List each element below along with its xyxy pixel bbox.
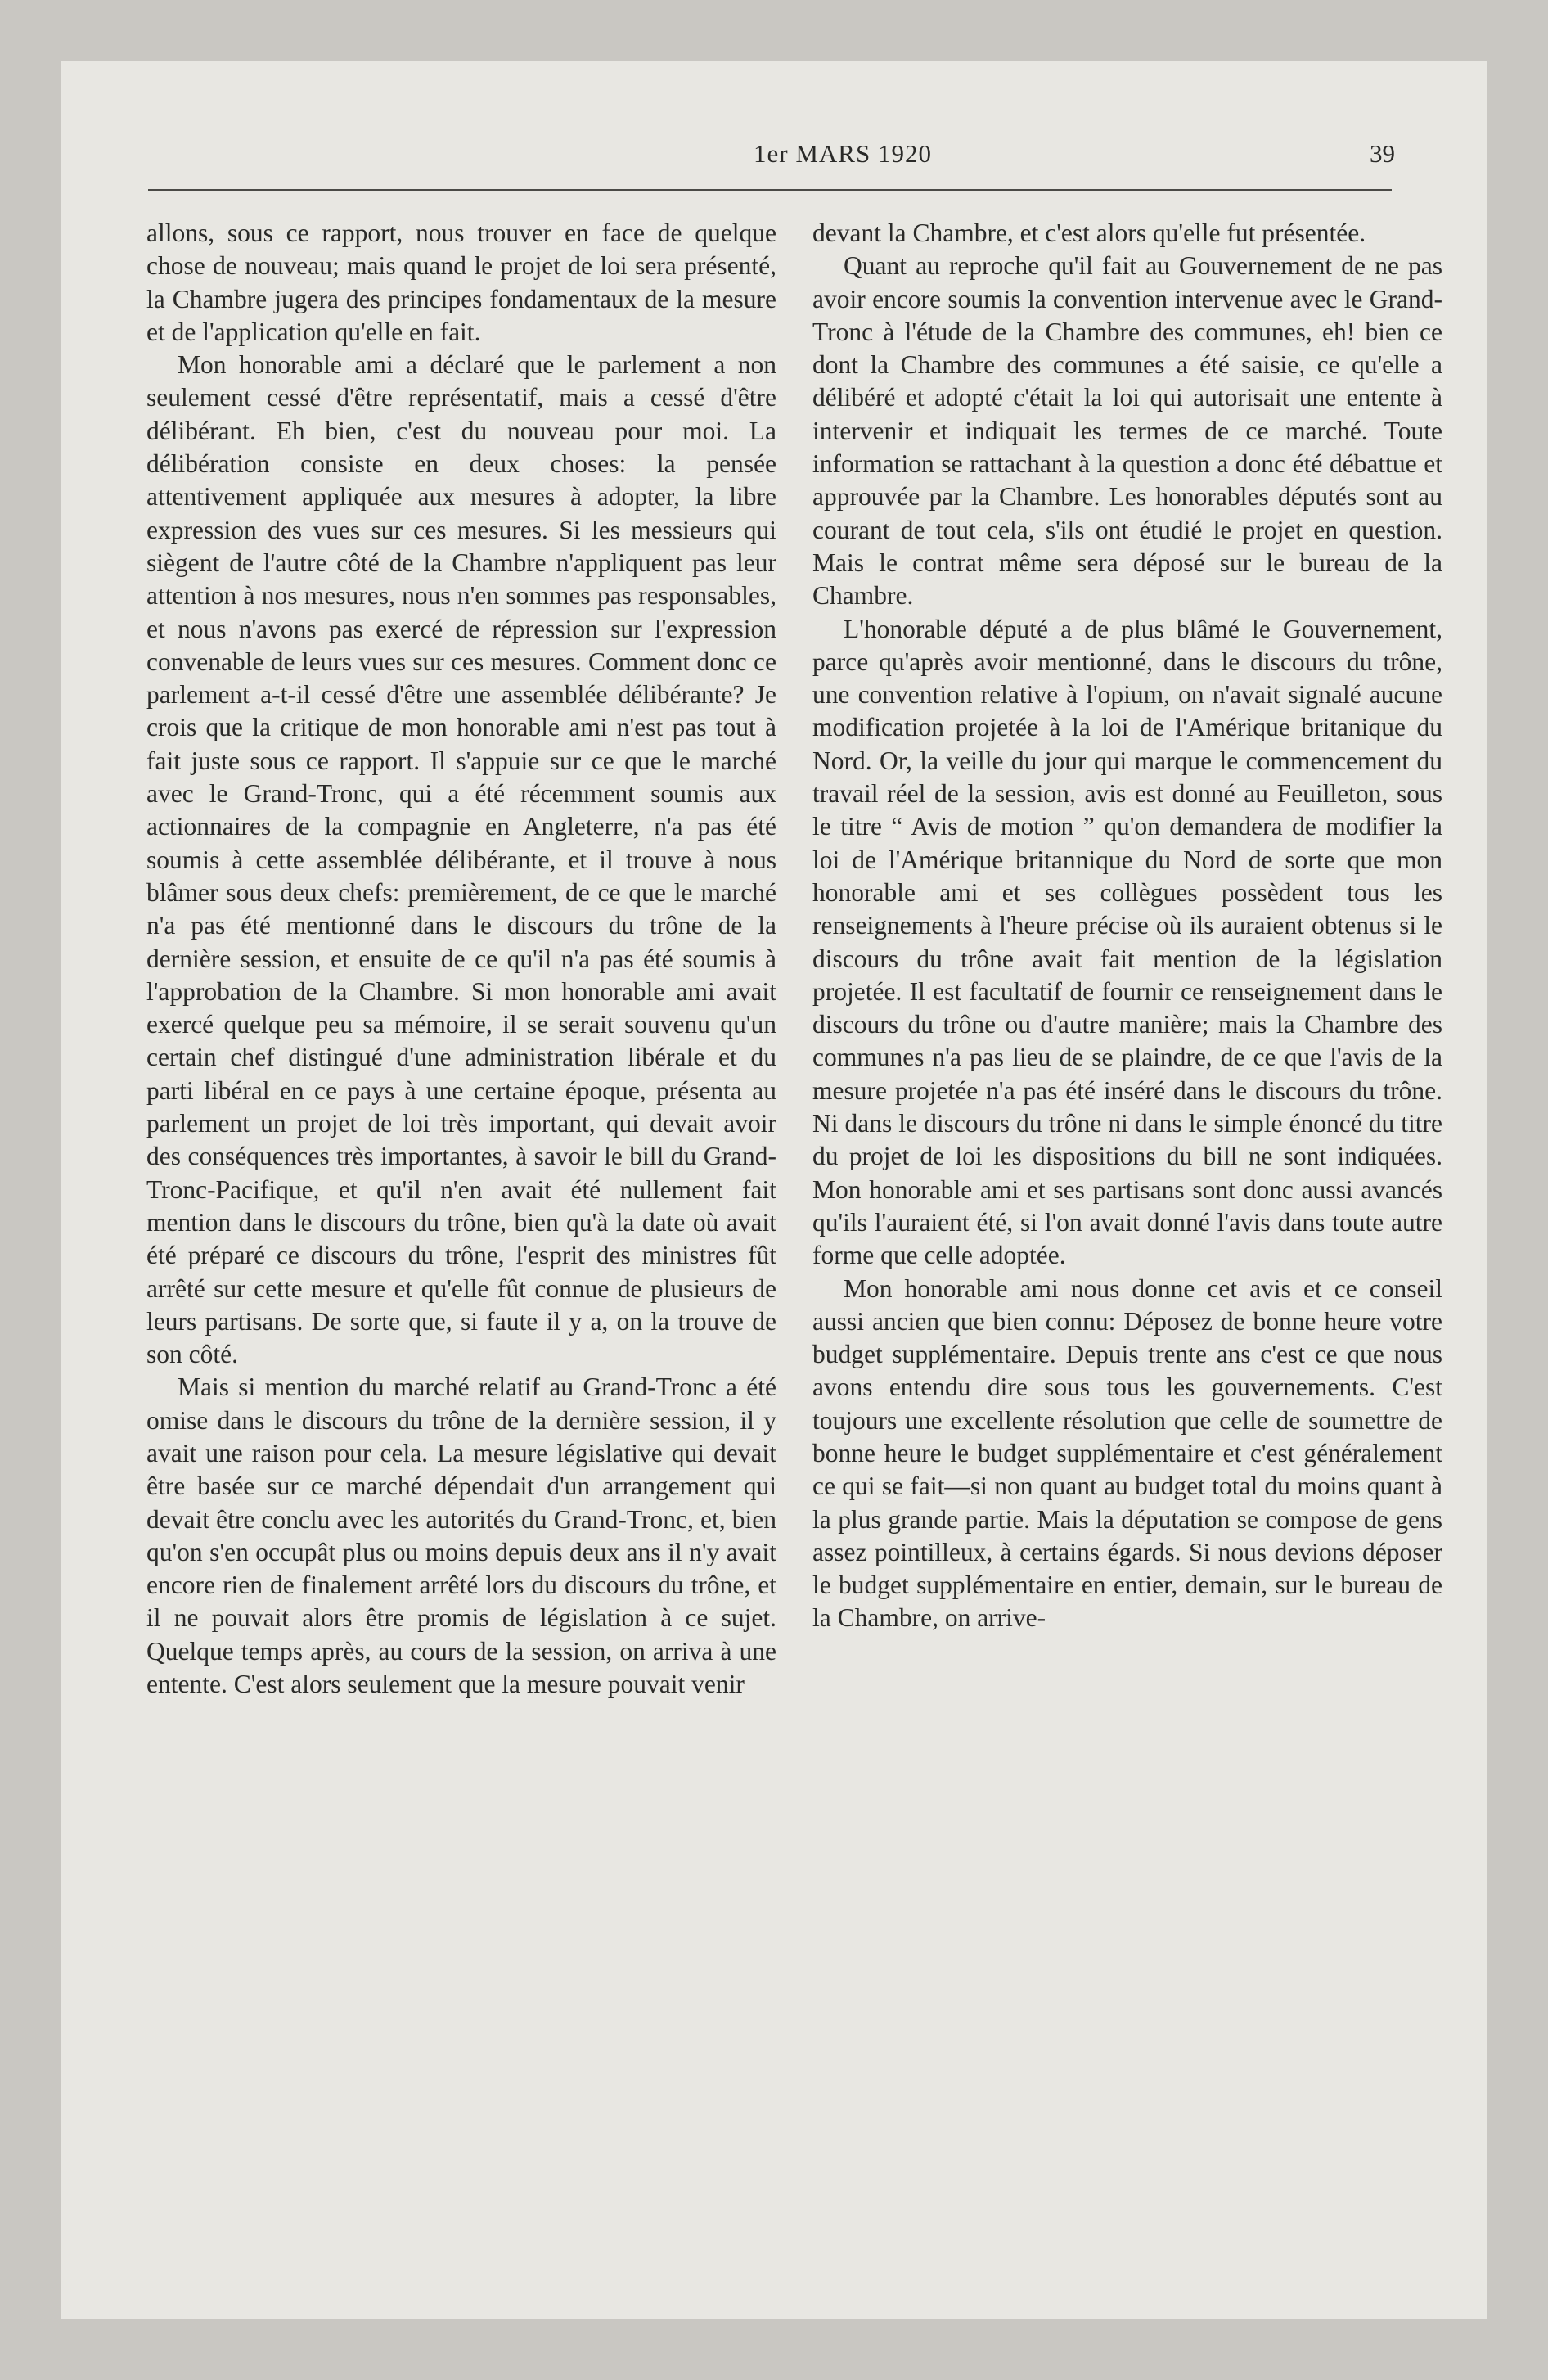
paragraph: Mais si mention du marché relatif au Grand-Tronc a été omise dans le discours du trône de la dernière session, il y avait une raison pour cela. La mesure législative qui devait être basée sur ce marché dépendait d'un arrangement qui devait être conclu avec les autorités du Grand-Tronc, et, bien qu'on s'en occupât plus ou moins depuis deux ans il n'y avait encore rien de finalement arrêté lors du discours du trône, et il ne pouvait alors être promis de législation à ce sujet. Quelque temps après, au cours de la session, on arriva à une entente. C'est alors seulement que la mesure pouvait venir (146, 1373, 776, 1699)
page-header (61, 139, 1487, 188)
paragraph: devant la Chambre, et c'est alors qu'elle fut présentée. (812, 219, 1366, 247)
header-rule (148, 189, 1392, 191)
left-column (146, 217, 776, 1701)
header-date: 1er MARS 1920 (754, 139, 932, 168)
paragraph: allons, sous ce rapport, nous trouver en face de quelque chose de nouveau; mais quand le projet de loi sera présenté, la Chambre jugera des principes fondamentaux de la mesure et de l'application qu'elle en fait. (146, 219, 776, 346)
paragraph: Mon honorable ami nous donne cet avis et ce conseil aussi ancien que bien connu: Déposez de bonne heure votre budget supplémentaire. Depuis trente ans c'est ce que nous avons entendu dire sous tous les gouvernements. C'est toujours une excellente résolution que celle de soumettre de bonne heure le budget supplémentaire et c'est généralement ce qui se fait—si non quant au budget total du moins quant à la plus grande partie. Mais la députation se compose de gens assez pointilleux, à certains égards. Si nous devions déposer le budget supplémentaire en entier, demain, sur le bureau de la Chambre, on arrive- (812, 1273, 1442, 1633)
right-column (812, 217, 1442, 1635)
paragraph: L'honorable député a de plus blâmé le Gouvernement, parce qu'après avoir mentionné, dans le discours du trône, une convention relative à l'opium, on n'avait signalé aucune modification projetée à la loi de l'Amérique britanique du Nord. Or, la veille du jour qui marque le commencement du travail réel de la session, avis est donné au Feuilleton, sous le titre “ Avis de motion ” qu'on demandera de modifier la loi de l'Amérique britannique du Nord de sorte que mon honorable ami et ses collègues possèdent tous les renseignements à l'heure précise où ils auraient obtenus si le discours du trône avait fait mention de la législation projetée. Il est facultatif de fournir ce renseignement dans le discours du trône ou d'autre manière; mais la Chambre des communes n'a pas lieu de se plaindre, de ce que l'avis de la mesure projetée n'a pas été inséré dans le discours du trône. Ni dans le discours du trône ni dans le simple énoncé du titre du projet de loi les dispositions du bill ne sont indiquées. Mon honorable ami et ses partisans sont donc aussi avancés qu'ils l'auraient été, si l'on avait donné l'avis dans toute autre forme que celle adoptée. (812, 614, 1442, 1270)
document-page (61, 61, 1487, 2319)
paragraph: Mon honorable ami a déclaré que le parlement a non seulement cessé d'être représentatif, mais a cessé d'être délibérant. Eh bien, c'est du nouveau pour moi. La délibération consiste en deux choses: la pensée attentivement appliquée aux mesures à adopter, la libre expression des vues sur ces mesures. Si les messieurs qui siègent de l'autre côté de la Chambre n'appliquent pas leur attention à nos mesures, nous n'en sommes pas responsables, et nous n'avons pas exercé de répression sur l'expression convenable de leurs vues sur ces mesures. Comment donc ce parlement a-t-il cessé d'être une assemblée délibérante? Je crois que la critique de mon honorable ami n'est pas tout à fait juste sous ce rapport. Il s'appuie sur ce que le marché avec le Grand-Tronc, qui a été récemment soumis aux actionnaires de la compagnie en Angleterre, n'a pas été soumis à cette assemblée délibérante, et il trouve à nous blâmer sous deux chefs: premièrement, de ce que le marché n'a pas été mentionné dans le discours du trône de la dernière session, et ensuite de ce qu'il n'a pas été soumis à l'approbation de la Chambre. Si mon honorable ami avait exercé quelque peu sa mémoire, il se serait souvenu qu'un certain chef distingué d'une administration libérale et du parti libéral en ce pays à une certaine époque, présenta au parlement un projet de loi très important, qui devait avoir des conséquences très importantes, à savoir le bill du Grand-Tronc-Pacifique, et qu'il n'en avait été nullement fait mention dans le discours du trône, bien qu'à la date où avait été préparé ce discours du trône, l'esprit des ministres fût arrêté sur cette mesure et qu'elle fût connue de plusieurs de leurs partisans. De sorte que, si faute il y a, on la trouve de son côté. (146, 350, 776, 1369)
paragraph: Quant au reproche qu'il fait au Gouvernement de ne pas avoir encore soumis la convention intervenue avec le Grand-Tronc à l'étude de la Chambre des communes, eh! bien ce dont la Chambre des communes a été saisie, ce qu'elle a délibéré et adopté c'était la loi qui autorisait une entente à intervenir et indiquait les termes de ce marché. Toute information se rattachant à la question a donc été débattue et approuvée par la Chambre. Les honorables députés sont au courant de tout cela, s'ils ont étudié le projet en question. Mais le contrat même sera déposé sur le bureau de la Chambre. (812, 251, 1442, 611)
page-number: 39 (1370, 139, 1395, 168)
